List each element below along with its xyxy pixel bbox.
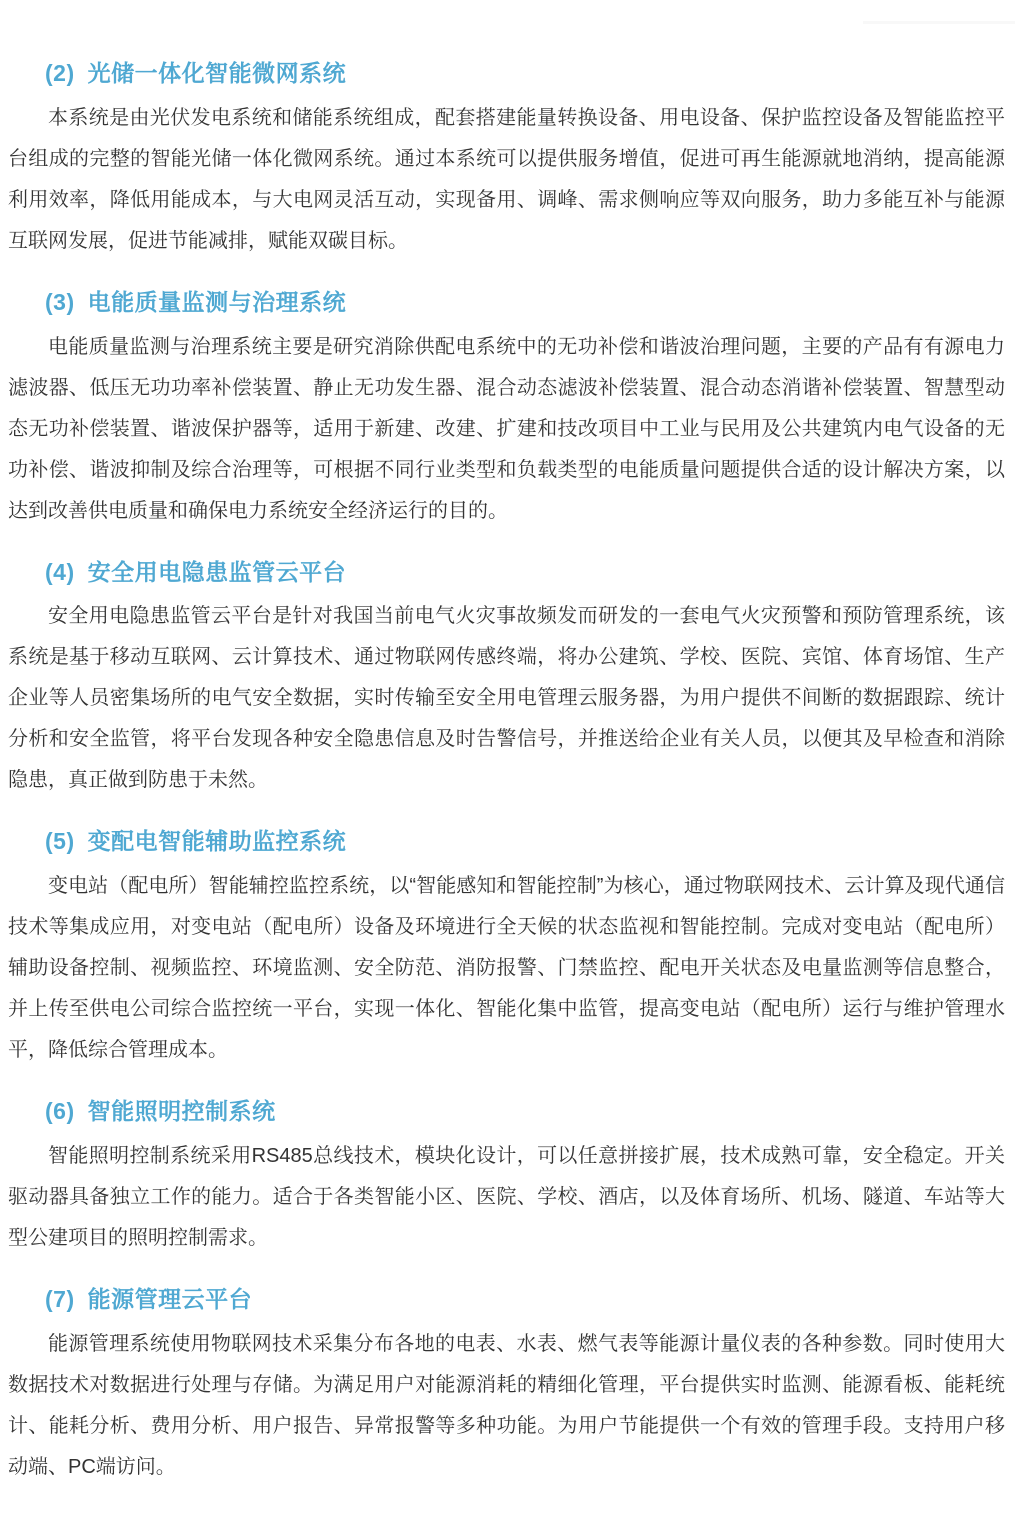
section-heading — [45, 1097, 1005, 1126]
section-title: 安全用电隐患监管云平台 — [87, 558, 347, 585]
section-title: 光储一体化智能微网系统 — [87, 60, 347, 86]
section-number: (7) — [45, 1285, 75, 1312]
section-number: (6) — [45, 1098, 75, 1124]
section-paragraph: 安全用电隐患监管云平台是针对我国当前电气火灾事故频发而研发的一套电气火灾预警和预防管理系统，该系统是基于移动互联网、云计算技术、通过物联网传感终端，将办公建筑、学校、医院、宾馆、体育场馆、生产企业等人员密集场所的电气安全数据，实时传输至安全用电管理云服务器，为用户提供不间断的数据跟踪、统计分析和安全监管，将平台发现各种安全隐患信息及时告警信号，并推送给企业有关人员，以便其及早检查和消除隐患，真正做到防患于未然。 — [8, 605, 1005, 792]
section-energy-management-cloud — [8, 1285, 1005, 1488]
section-heading — [45, 1285, 1005, 1314]
section-substation-auxiliary-monitoring — [8, 827, 1005, 1071]
section-number: (5) — [45, 828, 75, 855]
section-number: (3) — [45, 288, 75, 315]
section-title: 智能照明控制系统 — [87, 1098, 276, 1124]
scan-artifact-line — [863, 21, 1015, 24]
section-number: (4) — [45, 558, 75, 585]
section-paragraph: 智能照明控制系统采用RS485总线技术，模块化设计，可以任意拼接扩展，技术成熟可靠，安全稳定。开关驱动器具备独立工作的能力。适合于各类智能小区、医院、学校、酒店，以及体育场所、机场、隧道、车站等大型公建项目的照明控制需求。 — [8, 1144, 1005, 1249]
section-title: 变配电智能辅助监控系统 — [87, 828, 347, 855]
section-paragraph: 变电站（配电所）智能辅控监控系统，以“智能感知和智能控制”为核心，通过物联网技术、云计算及现代通信技术等集成应用，对变电站（配电所）设备及环境进行全天候的状态监视和智能控制。完成对变电站（配电所）辅助设备控制、视频监控、环境监测、安全防范、消防报警、门禁监控、配电开关状态及电量监测等信息整合，并上传至供电公司综合监控统一平台，实现一体化、智能化集中监管，提高变电站（配电所）运行与维护管理水平，降低综合管理成本。 — [8, 875, 1005, 1061]
section-pv-storage-microgrid — [8, 59, 1005, 262]
section-heading — [45, 59, 1005, 88]
section-title: 电能质量监测与治理系统 — [87, 288, 347, 315]
section-number: (2) — [45, 60, 75, 86]
section-heading — [45, 827, 1005, 856]
section-heading — [45, 288, 1005, 317]
section-heading — [45, 558, 1005, 587]
section-electricity-safety-cloud — [8, 558, 1005, 802]
section-intelligent-lighting-control — [8, 1097, 1005, 1259]
section-paragraph: 电能质量监测与治理系统主要是研究消除供配电系统中的无功补偿和谐波治理问题，主要的产品有有源电力滤波器、低压无功功率补偿装置、静止无功发生器、混合动态滤波补偿装置、混合动态消谐补偿装置、智慧型动态无功补偿装置、谐波保护器等，适用于新建、改建、扩建和技改项目中工业与民用及公共建筑内电气设备的无功补偿、谐波抑制及综合治理等，可根据不同行业类型和负载类型的电能质量问题提供合适的设计解决方案，以达到改善供电质量和确保电力系统安全经济运行的目的。 — [8, 335, 1005, 522]
section-paragraph: 能源管理系统使用物联网技术采集分布各地的电表、水表、燃气表等能源计量仪表的各种参数。同时使用大数据技术对数据进行处理与存储。为满足用户对能源消耗的精细化管理，平台提供实时监测、能源看板、能耗统计、能耗分析、费用分析、用户报告、异常报警等多种功能。为用户节能提供一个有效的管理手段。支持用户移动端、PC端访问。 — [8, 1332, 1005, 1478]
section-power-quality-monitoring — [8, 288, 1005, 532]
section-title: 能源管理云平台 — [87, 1285, 253, 1312]
section-paragraph: 本系统是由光伏发电系统和储能系统组成，配套搭建能量转换设备、用电设备、保护监控设备及智能监控平台组成的完整的智能光储一体化微网系统。通过本系统可以提供服务增值，促进可再生能源就地消纳，提高能源利用效率，降低用能成本，与大电网灵活互动，实现备用、调峰、需求侧响应等双向服务，助力多能互补与能源互联网发展，促进节能减排，赋能双碳目标。 — [8, 106, 1005, 252]
